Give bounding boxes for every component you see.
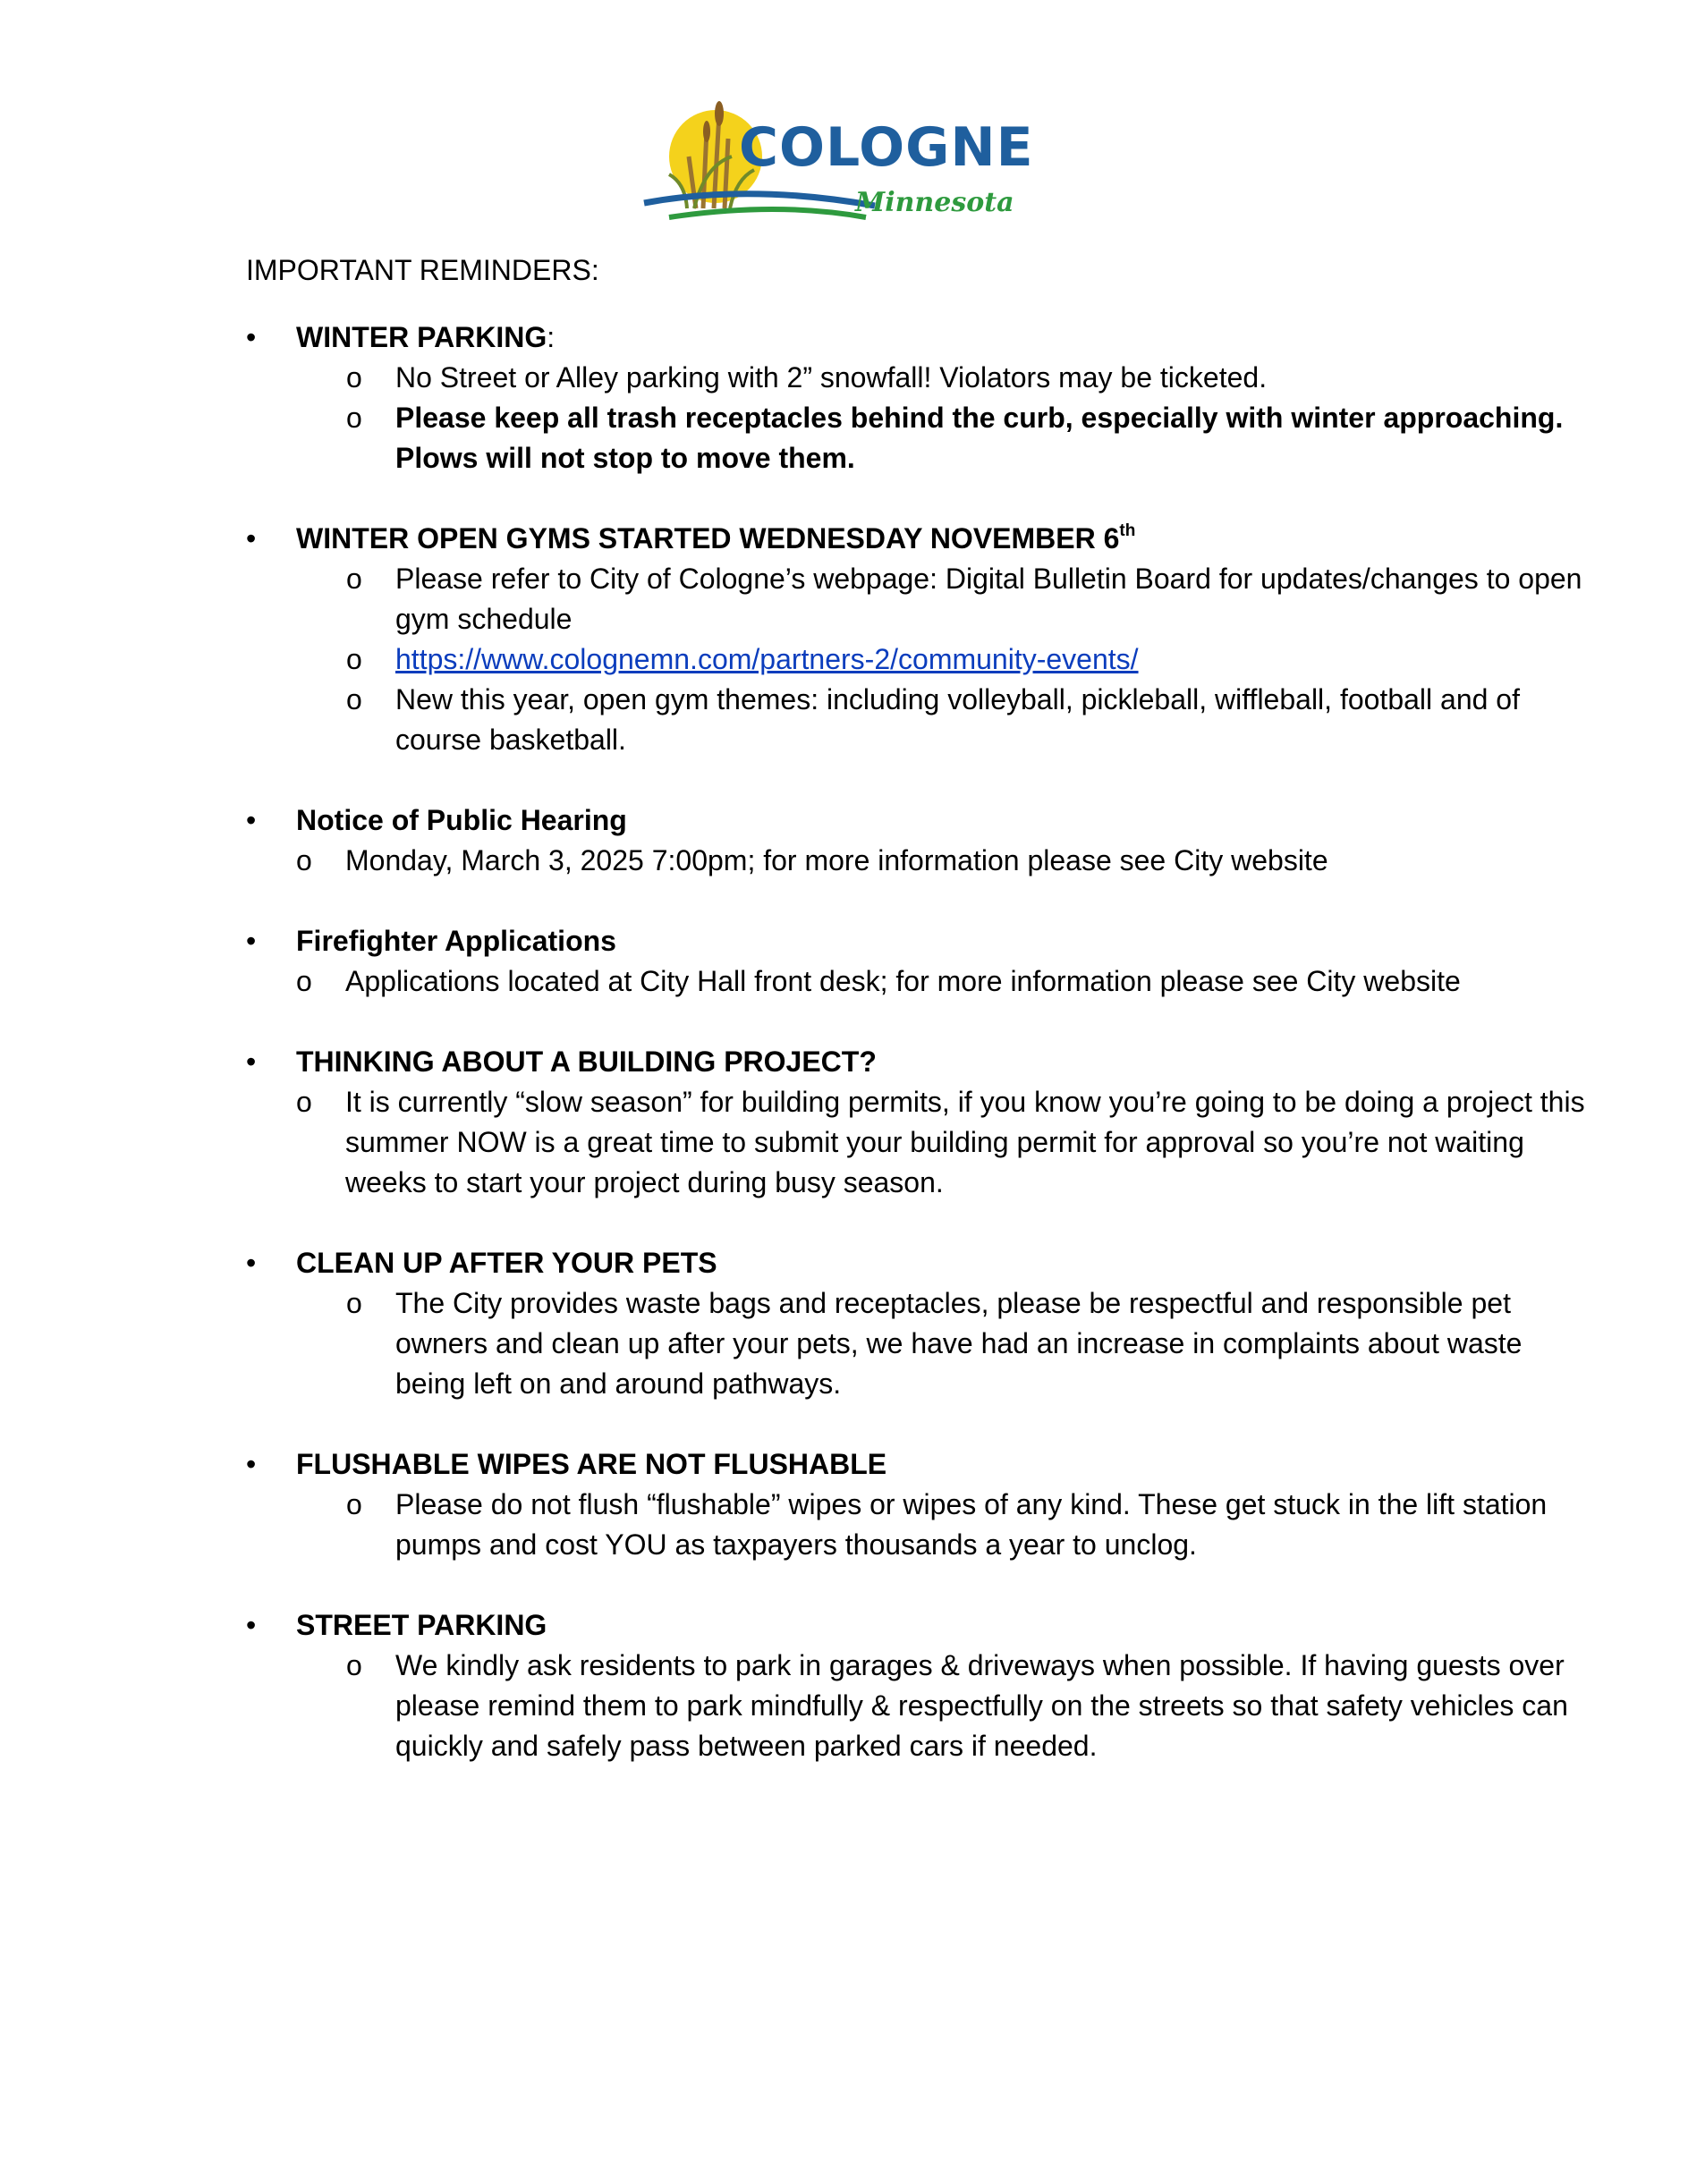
sub-marker: o (296, 1086, 312, 1118)
heading-text: WINTER OPEN GYMS STARTED WEDNESDAY NOVEMBER 6 (296, 522, 1120, 554)
item-text: Please keep all trash receptacles behind the curb, especially with winter approaching. Plows will not stop to move them. (395, 402, 1564, 474)
bullet-marker: • (246, 321, 257, 353)
sub-list (246, 1646, 1588, 1766)
sub-list (246, 841, 1588, 881)
document-body (246, 250, 1588, 1807)
section-building-project (246, 1042, 1588, 1203)
list-item (246, 559, 1588, 639)
heading-text: STREET PARKING (296, 1609, 547, 1641)
section-pets (246, 1243, 1588, 1404)
sub-marker: o (346, 402, 362, 434)
cologne-logo (642, 94, 1036, 228)
list-item (246, 1283, 1588, 1404)
section-heading (246, 1042, 1588, 1082)
section-heading (246, 519, 1588, 559)
community-events-link[interactable]: https://www.colognemn.com/partners-2/community-events/ (395, 643, 1139, 675)
bullet-marker: • (246, 1045, 257, 1078)
bullet-marker: • (246, 1609, 257, 1641)
heading-text: FLUSHABLE WIPES ARE NOT FLUSHABLE (296, 1448, 887, 1480)
list-item (246, 1082, 1588, 1203)
sub-list (246, 358, 1588, 478)
sub-list (246, 559, 1588, 760)
bullet-marker: • (246, 522, 257, 554)
item-text: It is currently “slow season” for building permits, if you know you’re going to be doing a project this summer NOW is a great time to submit your building permit for approval so you’re not waiting weeks to start your project during busy season. (345, 1086, 1585, 1198)
sub-list (246, 1082, 1588, 1203)
list-item (246, 680, 1588, 760)
sub-marker: o (346, 1488, 362, 1520)
item-text: Monday, March 3, 2025 7:00pm; for more information please see City website (345, 844, 1328, 876)
sub-list (246, 1485, 1588, 1565)
sub-marker: o (346, 1649, 362, 1681)
item-text: No Street or Alley parking with 2” snowfall! Violators may be ticketed. (395, 361, 1268, 394)
list-item (246, 398, 1588, 478)
heading-suffix: : (547, 321, 556, 353)
item-text: The City provides waste bags and receptacles, please be respectful and responsible pet owners and clean up after your pets, we have had an increase in complaints about waste being left on and around pathways. (395, 1287, 1523, 1400)
list-item (246, 1485, 1588, 1565)
section-heading (246, 800, 1588, 841)
heading-text: Notice of Public Hearing (296, 804, 627, 836)
section-heading (246, 1243, 1588, 1283)
bullet-marker: • (246, 1448, 257, 1480)
sub-marker: o (346, 683, 362, 715)
section-open-gyms (246, 519, 1588, 760)
section-winter-parking (246, 317, 1588, 478)
sub-marker: o (346, 643, 362, 675)
item-text: We kindly ask residents to park in garages & driveways when possible. If having guests over please remind them to park mindfully & respectfully on the streets so that safety vehicles can quickly and safely pass between parked cars if needed. (395, 1649, 1568, 1762)
item-text: Please do not flush “flushable” wipes or wipes of any kind. These get stuck in the lift station pumps and cost YOU as taxpayers thousands a year to unclog. (395, 1488, 1548, 1561)
section-heading (246, 1444, 1588, 1485)
heading-text: Firefighter Applications (296, 925, 616, 957)
section-flushable-wipes (246, 1444, 1588, 1565)
heading-superscript: th (1119, 521, 1136, 540)
section-firefighter (246, 921, 1588, 1002)
bullet-marker: • (246, 804, 257, 836)
item-text: New this year, open gym themes: including volleyball, pickleball, wiffleball, football and of course basketball. (395, 683, 1520, 756)
sub-marker: o (296, 965, 312, 997)
logo-subtitle: Minnesota (855, 187, 1014, 218)
sub-marker: o (346, 563, 362, 595)
sub-marker: o (296, 844, 312, 876)
bullet-marker: • (246, 1247, 257, 1279)
section-heading (246, 1605, 1588, 1646)
list-item (246, 841, 1588, 881)
list-item (246, 961, 1588, 1002)
sub-marker: o (346, 1287, 362, 1319)
heading-text: WINTER PARKING (296, 321, 547, 353)
section-heading (246, 921, 1588, 961)
section-heading (246, 317, 1588, 358)
intro-heading: IMPORTANT REMINDERS: (246, 254, 599, 286)
heading-text: CLEAN UP AFTER YOUR PETS (296, 1247, 717, 1279)
item-text: Applications located at City Hall front desk; for more information please see City website (345, 965, 1461, 997)
item-text: Please refer to City of Cologne’s webpage: Digital Bulletin Board for updates/changes to open gym schedule (395, 563, 1582, 635)
heading-text: THINKING ABOUT A BUILDING PROJECT? (296, 1045, 877, 1078)
bullet-marker: • (246, 925, 257, 957)
logo-name: COLOGNE (739, 116, 1034, 179)
list-item (246, 639, 1588, 680)
list-item (246, 358, 1588, 398)
sub-list (246, 961, 1588, 1002)
sub-list (246, 1283, 1588, 1404)
section-street-parking (246, 1605, 1588, 1766)
sub-marker: o (346, 361, 362, 394)
list-item (246, 1646, 1588, 1766)
section-public-hearing (246, 800, 1588, 881)
